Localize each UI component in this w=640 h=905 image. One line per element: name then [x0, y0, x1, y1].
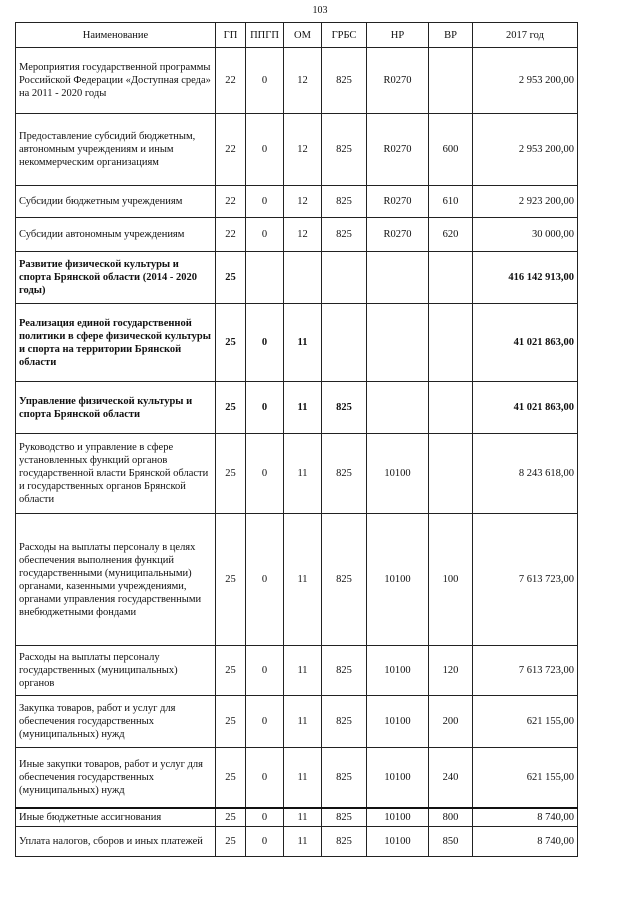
name-cell: Расходы на выплаты персоналу государственных (муниципальных) органов — [16, 646, 216, 696]
nr-cell: 10100 — [367, 826, 429, 856]
amount-cell: 30 000,00 — [473, 218, 578, 252]
grbs-cell: 825 — [322, 748, 367, 808]
om-cell: 11 — [284, 434, 322, 514]
gp-cell: 25 — [216, 514, 246, 646]
name-cell: Субсидии автономным учреждениям — [16, 218, 216, 252]
name-cell: Управление физической культуры и спорта Брянской области — [16, 382, 216, 434]
gp-cell: 22 — [216, 186, 246, 218]
gp-cell: 22 — [216, 218, 246, 252]
gp-cell: 25 — [216, 382, 246, 434]
header-om: ОМ — [284, 23, 322, 48]
gp-cell: 22 — [216, 114, 246, 186]
ppgp-cell: 0 — [246, 218, 284, 252]
name-cell: Реализация единой государственной политики в сфере физической культуры и спорта на территории Брянской области — [16, 304, 216, 382]
header-ppgp: ППГП — [246, 23, 284, 48]
budget-table — [15, 22, 578, 857]
table-row — [16, 748, 578, 808]
gp-cell: 25 — [216, 748, 246, 808]
table-row — [16, 48, 578, 114]
grbs-cell: 825 — [322, 696, 367, 748]
name-cell: Закупка товаров, работ и услуг для обеспечения государственных (муниципальных) нужд — [16, 696, 216, 748]
ppgp-cell: 0 — [246, 382, 284, 434]
header-grbs: ГРБС — [322, 23, 367, 48]
name-cell: Иные закупки товаров, работ и услуг для обеспечения государственных (муниципальных) нужд — [16, 748, 216, 808]
header-gp: ГП — [216, 23, 246, 48]
table-header-row — [16, 23, 578, 48]
om-cell: 11 — [284, 748, 322, 808]
grbs-cell: 825 — [322, 808, 367, 827]
ppgp-cell: 0 — [246, 114, 284, 186]
gp-cell: 22 — [216, 48, 246, 114]
om-cell: 12 — [284, 218, 322, 252]
header-vr: ВР — [429, 23, 473, 48]
ppgp-cell: 0 — [246, 48, 284, 114]
vr-cell — [429, 382, 473, 434]
vr-cell — [429, 304, 473, 382]
grbs-cell: 825 — [322, 218, 367, 252]
amount-cell: 7 613 723,00 — [473, 514, 578, 646]
grbs-cell: 825 — [322, 114, 367, 186]
ppgp-cell: 0 — [246, 748, 284, 808]
vr-cell — [429, 48, 473, 114]
gp-cell: 25 — [216, 434, 246, 514]
page-number: 103 — [312, 5, 328, 16]
om-cell: 11 — [284, 382, 322, 434]
gp-cell: 25 — [216, 304, 246, 382]
nr-cell: 10100 — [367, 748, 429, 808]
om-cell: 12 — [284, 48, 322, 114]
om-cell: 12 — [284, 186, 322, 218]
nr-cell — [367, 304, 429, 382]
header-nr: НР — [367, 23, 429, 48]
header-name: Наименование — [16, 23, 216, 48]
nr-cell — [367, 252, 429, 304]
amount-cell: 621 155,00 — [473, 748, 578, 808]
ppgp-cell: 0 — [246, 826, 284, 856]
amount-cell: 2 953 200,00 — [473, 48, 578, 114]
om-cell: 11 — [284, 696, 322, 748]
vr-cell: 850 — [429, 826, 473, 856]
name-cell: Иные бюджетные ассигнования — [16, 808, 216, 827]
table-row — [16, 114, 578, 186]
grbs-cell: 825 — [322, 826, 367, 856]
vr-cell: 800 — [429, 808, 473, 827]
om-cell: 11 — [284, 514, 322, 646]
amount-cell: 8 740,00 — [473, 808, 578, 827]
vr-cell — [429, 252, 473, 304]
amount-cell: 621 155,00 — [473, 696, 578, 748]
grbs-cell: 825 — [322, 382, 367, 434]
nr-cell: 10100 — [367, 808, 429, 827]
vr-cell: 600 — [429, 114, 473, 186]
grbs-cell: 825 — [322, 434, 367, 514]
gp-cell: 25 — [216, 646, 246, 696]
vr-cell: 240 — [429, 748, 473, 808]
nr-cell: R0270 — [367, 114, 429, 186]
name-cell: Предоставление субсидий бюджетным, автономным учреждениям и иным некоммерческим организациям — [16, 114, 216, 186]
vr-cell: 620 — [429, 218, 473, 252]
name-cell: Мероприятия государственной программы Российской Федерации «Доступная среда» на 2011 - 2020 годы — [16, 48, 216, 114]
name-cell: Расходы на выплаты персоналу в целях обеспечения выполнения функций государственными (муниципальными) органами, казенными учреждениями, органами управления государственными внебюджетными фондами — [16, 514, 216, 646]
amount-cell: 41 021 863,00 — [473, 304, 578, 382]
vr-cell: 120 — [429, 646, 473, 696]
name-cell: Руководство и управление в сфере установленных функций органов государственной власти Брянской области и государственных органов Брянской области — [16, 434, 216, 514]
om-cell: 11 — [284, 826, 322, 856]
ppgp-cell: 0 — [246, 808, 284, 827]
ppgp-cell: 0 — [246, 434, 284, 514]
om-cell: 12 — [284, 114, 322, 186]
grbs-cell: 825 — [322, 514, 367, 646]
header-year: 2017 год — [473, 23, 578, 48]
ppgp-cell: 0 — [246, 646, 284, 696]
vr-cell: 100 — [429, 514, 473, 646]
grbs-cell — [322, 252, 367, 304]
nr-cell: 10100 — [367, 434, 429, 514]
amount-cell: 2 953 200,00 — [473, 114, 578, 186]
name-cell: Развитие физической культуры и спорта Брянской области (2014 - 2020 годы) — [16, 252, 216, 304]
gp-cell: 25 — [216, 826, 246, 856]
table-row — [16, 304, 578, 382]
amount-cell: 8 243 618,00 — [473, 434, 578, 514]
amount-cell: 7 613 723,00 — [473, 646, 578, 696]
ppgp-cell: 0 — [246, 696, 284, 748]
om-cell: 11 — [284, 646, 322, 696]
table-row — [16, 696, 578, 748]
table-row — [16, 826, 578, 856]
gp-cell: 25 — [216, 696, 246, 748]
table-row — [16, 252, 578, 304]
ppgp-cell: 0 — [246, 186, 284, 218]
name-cell: Уплата налогов, сборов и иных платежей — [16, 826, 216, 856]
vr-cell: 610 — [429, 186, 473, 218]
nr-cell: R0270 — [367, 48, 429, 114]
grbs-cell — [322, 304, 367, 382]
amount-cell: 2 923 200,00 — [473, 186, 578, 218]
grbs-cell: 825 — [322, 646, 367, 696]
nr-cell: R0270 — [367, 218, 429, 252]
table-row — [16, 382, 578, 434]
table-row — [16, 808, 578, 827]
ppgp-cell — [246, 252, 284, 304]
grbs-cell: 825 — [322, 186, 367, 218]
amount-cell: 416 142 913,00 — [473, 252, 578, 304]
grbs-cell: 825 — [322, 48, 367, 114]
nr-cell: R0270 — [367, 186, 429, 218]
om-cell — [284, 252, 322, 304]
table-row — [16, 186, 578, 218]
vr-cell — [429, 434, 473, 514]
name-cell: Субсидии бюджетным учреждениям — [16, 186, 216, 218]
table-row — [16, 434, 578, 514]
nr-cell — [367, 382, 429, 434]
table-row — [16, 646, 578, 696]
gp-cell: 25 — [216, 808, 246, 827]
vr-cell: 200 — [429, 696, 473, 748]
amount-cell: 41 021 863,00 — [473, 382, 578, 434]
om-cell: 11 — [284, 304, 322, 382]
nr-cell: 10100 — [367, 514, 429, 646]
ppgp-cell: 0 — [246, 304, 284, 382]
gp-cell: 25 — [216, 252, 246, 304]
nr-cell: 10100 — [367, 646, 429, 696]
table-row — [16, 514, 578, 646]
om-cell: 11 — [284, 808, 322, 827]
amount-cell: 8 740,00 — [473, 826, 578, 856]
ppgp-cell: 0 — [246, 514, 284, 646]
nr-cell: 10100 — [367, 696, 429, 748]
table-row — [16, 218, 578, 252]
